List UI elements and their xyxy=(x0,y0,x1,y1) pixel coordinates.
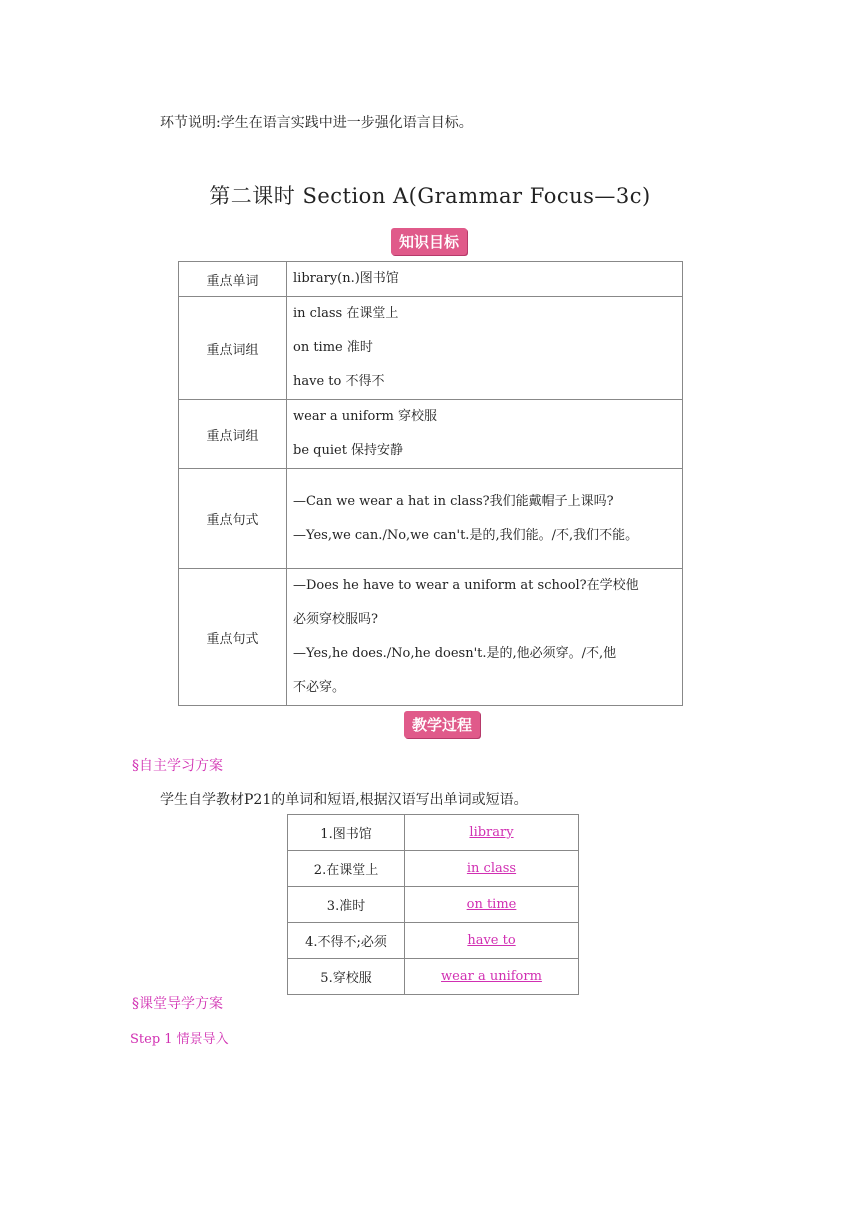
goal-content xyxy=(287,469,683,569)
goal-line: wear a uniform 穿校服 xyxy=(293,409,438,424)
self-study-desc: 学生自学教材P21的单词和短语,根据汉语写出单词或短语。 xyxy=(160,792,528,808)
step-heading: Step 1 情景导入 xyxy=(130,1032,229,1047)
goal-label: 重点句式 xyxy=(179,469,287,569)
knowledge-goals-badge: 知识目标 xyxy=(391,228,467,255)
vocab-answer: library xyxy=(405,815,579,851)
goal-content xyxy=(287,569,683,706)
goal-line: —Yes,we can./No,we can't.是的,我们能。/不,我们不能。 xyxy=(293,527,639,543)
goal-line: —Does he have to wear a uniform at school?在学校他 xyxy=(293,578,639,593)
intro-note: 环节说明:学生在语言实践中进一步强化语言目标。 xyxy=(160,115,473,131)
classroom-heading: §课堂导学方案 xyxy=(132,996,223,1012)
goal-line: on time 准时 xyxy=(293,340,373,355)
goal-line: —Can we wear a hat in class?我们能戴帽子上课吗? xyxy=(293,493,614,509)
goal-content xyxy=(287,400,683,469)
goal-label: 重点单词 xyxy=(179,262,287,297)
vocab-answer: on time xyxy=(405,887,579,923)
table-row xyxy=(288,815,579,851)
goal-content xyxy=(287,297,683,400)
vocab-cn: 3.准时 xyxy=(288,887,405,923)
table-row xyxy=(179,262,683,297)
vocab-table xyxy=(287,814,579,995)
goal-label: 重点词组 xyxy=(179,400,287,469)
goal-content xyxy=(287,262,683,297)
table-row xyxy=(288,923,579,959)
goal-line: in class 在课堂上 xyxy=(293,306,399,321)
goal-label: 重点词组 xyxy=(179,297,287,400)
teaching-process-badge: 教学过程 xyxy=(404,711,480,738)
vocab-answer: have to xyxy=(405,923,579,959)
goal-line: be quiet 保持安静 xyxy=(293,443,404,458)
vocab-cn: 4.不得不;必须 xyxy=(288,923,405,959)
vocab-cn: 2.在课堂上 xyxy=(288,851,405,887)
table-row xyxy=(179,400,683,469)
table-row xyxy=(288,959,579,995)
goal-line: 不必穿。 xyxy=(293,680,346,695)
table-row xyxy=(288,851,579,887)
self-study-heading: §自主学习方案 xyxy=(132,758,223,774)
vocab-cn: 5.穿校服 xyxy=(288,959,405,995)
table-row xyxy=(179,469,683,569)
vocab-answer: in class xyxy=(405,851,579,887)
goal-label: 重点句式 xyxy=(179,569,287,706)
vocab-cn: 1.图书馆 xyxy=(288,815,405,851)
lesson-title: 第二课时 Section A(Grammar Focus—3c) xyxy=(209,184,651,208)
goal-line: 必须穿校服吗? xyxy=(293,612,378,627)
goal-line: —Yes,he does./No,he doesn't.是的,他必须穿。/不,他 xyxy=(293,646,617,661)
table-row xyxy=(288,887,579,923)
table-row xyxy=(179,569,683,706)
vocab-answer: wear a uniform xyxy=(405,959,579,995)
table-row xyxy=(179,297,683,400)
knowledge-goals-table xyxy=(178,261,683,706)
goal-line: library(n.)图书馆 xyxy=(293,271,399,286)
goal-line: have to 不得不 xyxy=(293,374,385,389)
